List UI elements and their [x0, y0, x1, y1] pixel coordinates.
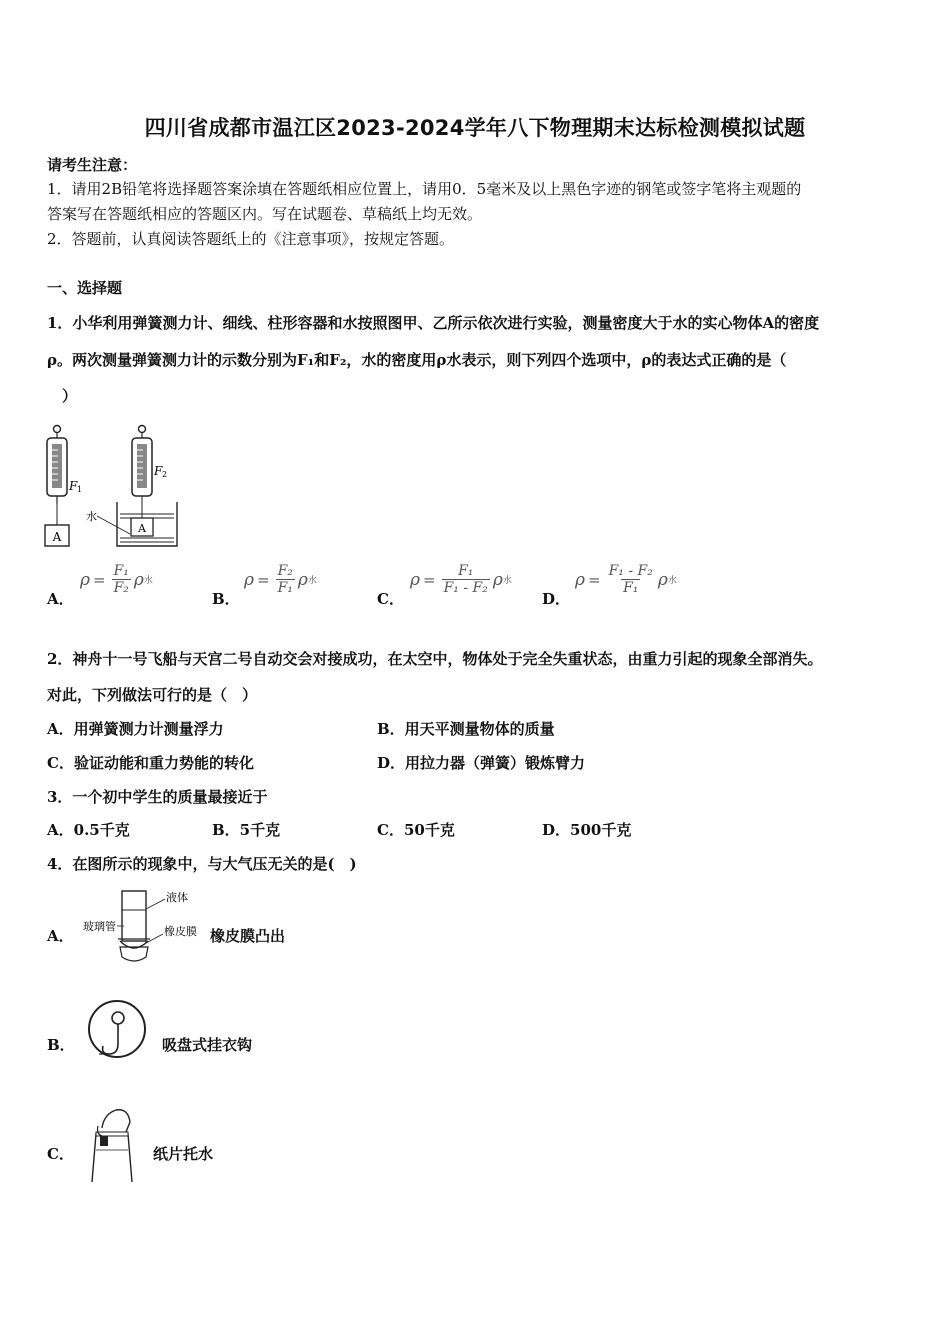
- q1-option-c-label: C．: [377, 590, 404, 608]
- notice-line-2: 2．答题前，认真阅读答题纸上的《注意事项》，按规定答题。: [47, 230, 455, 248]
- q4-stem: 4．在图所示的现象中，与大气压无关的是( ): [47, 855, 357, 873]
- water-subscript: 水: [502, 576, 512, 586]
- liquid-label: 液体: [166, 891, 188, 904]
- denominator: F₂: [113, 580, 129, 596]
- water-subscript: 水: [667, 576, 677, 586]
- rho-symbol: ρ: [80, 569, 90, 590]
- notice-line-1b: 答案写在答题纸相应的答题区内。写在试题卷、草稿纸上均无效。: [47, 205, 483, 223]
- rho-water-symbol: ρ: [133, 569, 144, 590]
- q1-option-b-label: B．: [212, 590, 240, 608]
- q3-option-b[interactable]: B．5千克: [212, 821, 281, 839]
- page-title: 四川省成都市温江区2023-2024学年八下物理期末达标检测模拟试题: [144, 116, 806, 140]
- numerator: F₁: [458, 563, 474, 579]
- fraction: [112, 563, 131, 596]
- q2-stem-line2: 对此，下列做法可行的是（ ）: [47, 686, 258, 704]
- rho-symbol: ρ: [410, 569, 420, 590]
- section-heading: 一、选择题: [47, 279, 123, 297]
- q1-option-a-formula: [80, 563, 153, 596]
- rho-symbol: ρ: [575, 569, 585, 590]
- equals-sign: =: [257, 570, 270, 589]
- q4-option-a-label[interactable]: A．: [47, 927, 74, 945]
- q4-option-c-label[interactable]: C．: [47, 1145, 74, 1163]
- fraction: [607, 563, 655, 596]
- membrane-label: 橡皮膜: [164, 925, 197, 938]
- suction-hook-figure: [85, 996, 153, 1066]
- rho-water-symbol: ρ: [492, 569, 503, 590]
- equals-sign: =: [588, 570, 601, 589]
- q1-option-b[interactable]: [212, 588, 240, 609]
- numerator: F₂: [277, 563, 293, 579]
- fig-f2-label: F: [154, 464, 163, 478]
- q4-option-b-label[interactable]: B．: [47, 1036, 75, 1054]
- numerator: F₁ - F₂: [608, 563, 653, 579]
- q2-option-b[interactable]: B．用天平测量物体的质量: [377, 720, 555, 738]
- fraction: [276, 563, 295, 596]
- notice-line-1: 1．请用2B铅笔将选择题答案涂填在答题纸相应位置上，请用0．5毫米及以上黑色字迹的钢笔或签字笔将主观题的: [47, 180, 802, 198]
- q2-option-d[interactable]: D．用拉力器（弹簧）锻炼臂力: [377, 754, 586, 772]
- q1-stem-line3: ）: [62, 387, 78, 405]
- q1-spring-scale-figure: [42, 424, 192, 552]
- fig-block-a-right: A: [138, 522, 146, 535]
- q1-option-a-label: A．: [47, 590, 74, 608]
- rho-water-symbol: ρ: [657, 569, 668, 590]
- q2-option-c[interactable]: C．验证动能和重力势能的转化: [47, 754, 254, 772]
- q3-option-c[interactable]: C．50千克: [377, 821, 455, 839]
- q1-stem-line1: 1．小华利用弹簧测力计、细线、柱形容器和水按照图甲、乙所示依次进行实验，测量密度大于水的实心物体A的密度: [47, 314, 820, 332]
- equals-sign: =: [423, 570, 436, 589]
- denominator: F₁ - F₂: [443, 580, 488, 596]
- q2-option-a[interactable]: A．用弹簧测力计测量浮力: [47, 720, 224, 738]
- paper-holds-water-figure: [86, 1106, 138, 1184]
- q1-option-c-formula: [410, 563, 512, 596]
- fig-water-label: 水: [86, 510, 97, 523]
- fig-f1-sub: 1: [77, 485, 83, 494]
- numerator: F₁: [113, 563, 129, 579]
- fraction: [442, 563, 490, 596]
- q1-option-c[interactable]: [377, 588, 404, 609]
- fig-f2-sub: 2: [162, 470, 168, 479]
- glass-tube-label: 玻璃管: [83, 920, 116, 933]
- q4-option-b-text: 吸盘式挂衣钩: [162, 1036, 253, 1054]
- q2-stem-line1: 2．神舟十一号飞船与天宫二号自动交会对接成功，在太空中，物体处于完全失重状态，由重力引起的现象全部消失。: [47, 650, 823, 668]
- q1-option-d-label: D．: [542, 590, 571, 608]
- rho-symbol: ρ: [244, 569, 254, 590]
- q3-option-a[interactable]: A．0.5千克: [47, 821, 130, 839]
- q1-stem-line2: ρ。两次测量弹簧测力计的示数分别为F₁和F₂，水的密度用ρ水表示，则下列四个选项中，ρ的表达式正确的是（: [47, 351, 787, 369]
- equals-sign: =: [93, 570, 106, 589]
- water-subscript: 水: [307, 576, 317, 586]
- q1-option-d[interactable]: [542, 588, 570, 609]
- notice-heading: 请考生注意：: [47, 156, 138, 174]
- glass-tube-membrane-figure: [80, 885, 208, 970]
- q3-stem: 3．一个初中学生的质量最接近于: [47, 788, 268, 806]
- q1-option-a[interactable]: [47, 588, 74, 609]
- fig-block-a-left: A: [52, 530, 62, 544]
- rho-water-symbol: ρ: [297, 569, 308, 590]
- fig-f1-label: F: [69, 479, 78, 493]
- denominator: F₁: [623, 580, 639, 596]
- q1-option-d-formula: [575, 563, 677, 596]
- denominator: F₁: [277, 580, 293, 596]
- q1-option-b-formula: [244, 563, 317, 596]
- q4-option-a-text: 橡皮膜凸出: [210, 927, 286, 945]
- q4-option-c-text: 纸片托水: [153, 1145, 214, 1163]
- water-subscript: 水: [143, 576, 153, 586]
- q3-option-d[interactable]: D．500千克: [542, 821, 632, 839]
